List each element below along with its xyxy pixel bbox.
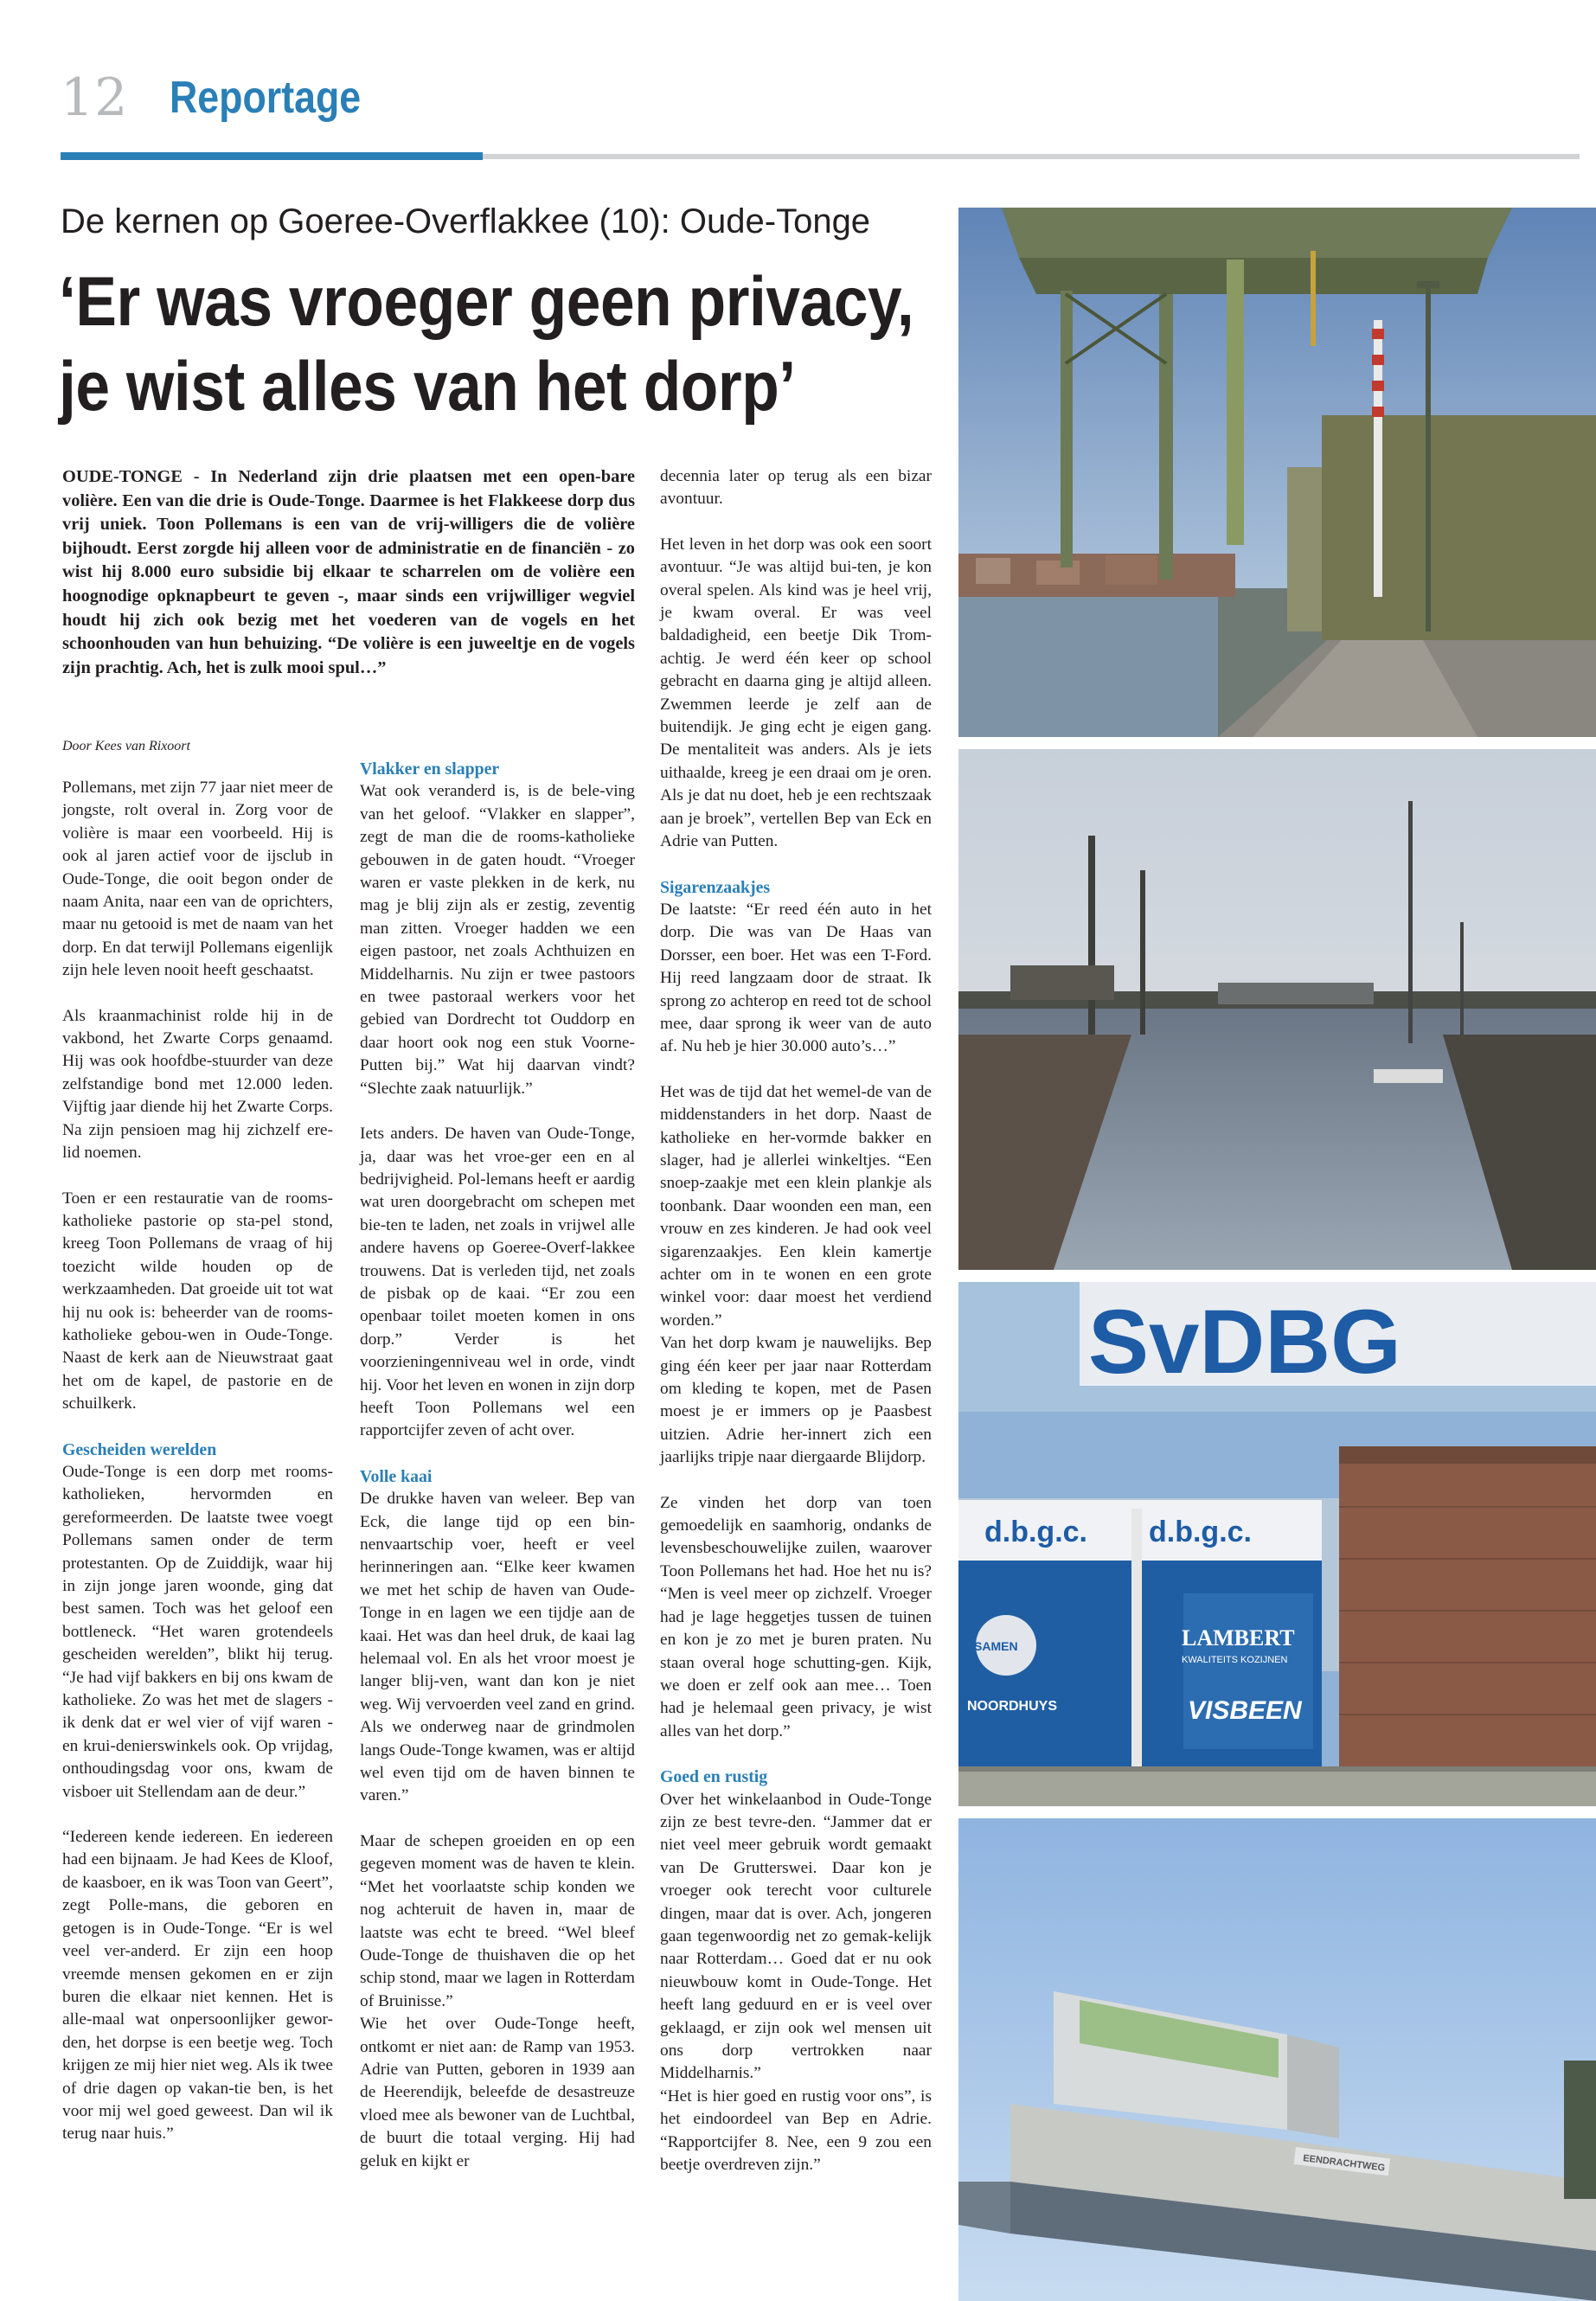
ad-lambert-subtext: KWALITEITS KOZIJNEN — [1182, 1655, 1288, 1665]
headline-line-1: ‘Er was vroeger geen privacy, — [59, 263, 914, 341]
bridge-sign-text: EENDRACHTWEG — [1302, 2153, 1386, 2174]
byline: Door Kees van Rixoort — [62, 739, 190, 753]
article-column-1 — [62, 777, 333, 2146]
subheading-gescheiden-werelden: Gescheiden werelden — [62, 1439, 217, 1459]
paragraph: Wat ook veranderd is, is de bele-ving van het geloof. “Vlakker en slapper”, zegt de man die de rooms-katholieke gebouwen in de gaten houdt. “Vroeger waren er vaste plekken in de kerk, nu mag je blij zijn als er zestig, zeventig man zitten. Vroeger hadden we een eigen pastoor, net zoals Achthuizen en Middelharnis. Nu zijn er twee pastoors en twee pastoraal werkers voor het gebied van Dordrecht tot Ouddorp en daar hoort ook nog een stuk Voorne-Putten bij.” Wat hij daarvan vindt? “Slechte zaak natuurlijk.” — [360, 782, 635, 1098]
photo-sports-club — [958, 1282, 1596, 1806]
ad-lambert-text: LAMBERT — [1182, 1625, 1295, 1650]
paragraph: “Het is hier goed en rustig voor ons”, is het eindoordeel van Bep en Adrie. “Rapportcijfer 8. Nee, een 9 zou een beetje overdreven zijn.” — [660, 2086, 932, 2175]
sports-club-illustration — [958, 1282, 1596, 1806]
article-column-3 — [660, 465, 932, 2176]
subheading-sigarenzaakjes: Sigarenzaakjes — [660, 877, 771, 897]
paragraph: Toen er een restauratie van de rooms-katholieke pastorie op sta-pel stond, kreeg Toon Pollemans de vraag of hij toezicht wilde houden op de werkzaamheden. Dat groeide uit tot wat hij nu ook is: beheerder van de rooms-katholieke gebou-wen in Oude-Tonge. Naast de kerk aan de Nieuwstraat gaat het om de kapel, de pastorie en de schuilkerk. — [62, 1189, 333, 1413]
paragraph: De laatste: “Er reed één auto in het dorp. Die was van De Haas van Dorsser, een boer. Het was een T-Ford. Hij reed langzaam door de straat. Ik sprong zo achterop en reed tot de school mee, daar sprong ik weer van de auto af. Nu heb je hier 30.000 auto’s…” — [660, 900, 932, 1056]
paragraph: Over het winkelaanbod in Oude-Tonge zijn ze best tevre-den. “Jammer dat er niet veel meer gebruik wordt gemaakt van De Grutterswei. Daar kon je vroeger ook terecht voor culturele dingen, maar dat is over. Ach, jongeren gaan tegenwoordig net zo gemak-kelijk naar Rotterdam… Goed dat er nu ook nieuwbouw komt in Oude-Tonge. Het heeft lang geduurd en er is veel over geklaagd, er zijn ook wel mensen uit ons dorp vertrokken naar Middelharnis.” — [660, 1790, 932, 2083]
paragraph: Maar de schepen groeiden en op een gegeven moment was de haven te klein. “Met het voorlaatste schip konden we nog achteruit de haven in, maar de laatste was echt te breed. “Wel bleef Oude-Tonge de thuishaven die op het schip stond, maar we lagen in Rotterdam of Bruinisse.” — [360, 1831, 635, 2010]
article-kicker: De kernen op Goeree-Overflakkee (10): Oude-Tonge — [61, 202, 871, 240]
paragraph: Als kraanmachinist rolde hij in de vakbond, het Zwarte Corps genaamd. Hij was ook hoofdbe-stuurder van deze zelfstandige bond met 12.000 leden. Vijftig jaar diende hij het Zwarte Corps. Na zijn pensioen mag hij zichzelf ere-lid noemen. — [62, 1006, 333, 1163]
headline-line-2: je wist alles van het dorp’ — [59, 348, 796, 426]
paragraph: Ze vinden het dorp van toen gemoedelijk en saamhorig, ondanks de levensbeschouwelijke zuilen, waarover Toon Pollemans het had. Hoe het nu is? “Men is veel meer op zichzelf. Vroeger had je lage heggetjes tussen de tuinen en kon je zo met je buren praten. Nu staan overal hoge schutting-gen. Kijk, we doen er zelf ook aan mee… Toen had je helemaal geen privacy, je wist alles van het dorp.” — [660, 1493, 932, 1740]
header-rule-accent — [61, 152, 483, 160]
article-intro: OUDE-TONGE - In Nederland zijn drie plaatsen met een open-bare volière. Een van die drie is Oude-Tonge. Daarmee is het Flakkeese dorp dus vrij uniek. Toon Pollemans is een van de vrij-willigers die de volière bijhoudt. Eerst zorgde hij alleen voor de administratie en de financiën - zo wist hij 8.000 euro subsidie bij elkaar te scharrelen om de volière een hoognodige opknapbeurt te geven -, maar sinds een vrijwilliger wegviel houdt hij zich ook bezig met het voederen van de vogels en het schoonhouden van hun behuizing. “De volière is een juweeltje en de vogels zijn prachtig. Ach, het is zulk mooi spul…” — [62, 467, 635, 677]
subheading-vlakker-en-slapper: Vlakker en slapper — [360, 760, 500, 779]
paragraph: decennia later op terug als een bizar avontuur. — [660, 467, 932, 509]
paragraph: “Iedereen kende iedereen. En iedereen had een bijnaam. Je had Kees de Kloof, de kaasboer, en ik was Toon van Geert”, zegt Polle-mans, die geboren en getogen is in Oude-Tonge. “Er is wel veel ver-anderd. Er zijn een hoop vreemde mensen gekomen en er zijn buren die elkaar niet kennen. Het is alle-maal wat onpersoonlijker gewor-den, het dorpse is een beetje weg. Toch krijgen ze mij hier niet weg. Als ik twee of drie dagen op vakan-tie ben, is het voor mij wel goed geweest. Dan wil ik terug naar huis.” — [62, 1828, 333, 2144]
photo-drawbridge — [958, 208, 1596, 737]
photo-bridge-truck — [958, 1818, 1596, 2301]
ad-noordhuys-text: NOORDHUYS — [967, 1699, 1058, 1714]
article-headline — [59, 260, 914, 429]
paragraph: Oude-Tonge is een dorp met rooms-katholieken, hervormden en gereformeerden. De laatste twee voegt Pollemans samen onder de term protestanten. Op de Zuiddijk, waar hij in zijn jonge jaren woonde, ging dat best samen. Toch was het geloof een bottleneck. “Het waren grotendeels gescheiden werelden”, blikt hij terug. “Je had vijf bakkers en bij ons kwam de katholieke. Zo was het met de slagers - ik denk dat er wel vier of vijf waren - en krui-denierswinkels ook. Op vrijdag, onthoudingsdag voor ons, kwam de visboer uit Stellendam aan de deur.” — [62, 1462, 333, 1801]
banner-left-text: d.b.g.c. — [984, 1516, 1087, 1548]
paragraph: Het was de tijd dat het wemel-de van de middenstanders in het dorp. Naast de katholieke en her-vormde bakker en slager, had je allerlei winkeltjes. “Een snoep-zaakje met een klein plankje als toonbank. Daar woonden een man, een vrouw en zes kinderen. Je had ook veel sigarenzaakjes. Een klein kamertje achter om in te wonen en een grote winkel voor: daar moest het verdiend worden.” — [660, 1082, 932, 1330]
paragraph: De drukke haven van weleer. Bep van Eck, die lange tijd op een bin-nenvaartschip voer, heeft er veel herinneringen aan. “Elke keer kwamen we met het schip de haven van Oude-Tonge in en lagen we een tijdje aan de kaai. Het was dan heel druk, de kaai lag helemaal vol. En als het vroor moest je langer blij-ven, want dan kon je niet weg. Wij vervoerden veel zand en grind. Als we onderweg naar de grindmolen langs Oude-Tonge kwamen, was er altijd wel even tijd om de haven binnen te varen.” — [360, 1490, 635, 1805]
page-number: 12 — [61, 67, 129, 128]
paragraph: Wie het over Oude-Tonge heeft, ontkomt er niet aan: de Ramp van 1953. Adrie van Putten, geboren in 1939 aan de Heerendijk, beleefde de desastreuze vloed mee als bewoner van de Luchtbal, de buurt die totaal verging. Hij had geluk en kijkt er — [360, 2015, 635, 2170]
subheading-goed-en-rustig: Goed en rustig — [660, 1767, 768, 1787]
drawbridge-illustration — [958, 208, 1596, 737]
ad-samen-text: SAMEN — [974, 1639, 1018, 1653]
paragraph: Van het dorp kwam je nauwelijks. Bep ging één keer per jaar naar Rotterdam om kleding te kopen, met de Pasen moest je er immers op je Paasbest uitzien. Adrie her-innert zich een jaarlijks tripje naar diergaarde Blijdorp. — [660, 1334, 932, 1467]
subheading-volle-kaai: Volle kaai — [360, 1466, 433, 1486]
paragraph: Pollemans, met zijn 77 jaar niet meer de jongste, rolt overal in. Zorg voor de volière is maar een voorbeeld. Hij is ook al jaren actief voor de ijsclub in Oude-Tonge, die ooit begon onder de naam Anita, naar een van de oprichters, maar nu getooid is met de naam van het dorp. En dat terwijl Pollemans eigenlijk zijn hele leven nooit heeft geschaatst. — [62, 779, 333, 980]
harbour-illustration — [958, 749, 1596, 1270]
section-title: Reportage — [170, 73, 362, 123]
paragraph: Iets anders. De haven van Oude-Tonge, ja, daar was het vroe-ger een en al bedrijvigheid. Pol-lemans heeft er aardig wat uren doorgebracht om schepen met bie-ten te laden, net zoals in vrijwel alle andere havens op Goeree-Overf-lakkee trouwens. Dat is verleden tijd, net zoals de pisbak op de kaai. “Er zou een openbaar toilet moeten komen in ons dorp.” Verder is het voorzieningenniveau wel in orde, vindt hij. Voor het leven en wonen in zijn dorp heeft Toon Pollemans wel een rapportcijfer zeven of acht over. — [360, 1125, 635, 1440]
banner-right-text: d.b.g.c. — [1149, 1516, 1252, 1548]
header-rule — [483, 154, 1580, 159]
bridge-truck-illustration — [958, 1818, 1596, 2301]
photo-harbour — [958, 749, 1596, 1270]
ad-visbeen-text: VISBEEN — [1188, 1696, 1302, 1725]
paragraph: Het leven in het dorp was ook een soort avontuur. “Je was altijd bui-ten, je kon overal spelen. Als kind was je heel vrij, je kwam overal. Er was veel baldadigheid, een beetje Dik Trom-achtig. Je werd één keer op school gebracht en daarna ging je altijd alleen. Zwemmen leerde je zelf aan de buitendijk. Je ging echt je eigen gang. De mentaliteit was anders. Als je iets uithaalde, kreeg je een draai om je oren. Als je dat nu doet, heb je een rechtszaak aan je broek”, vertellen Bep van Eck en Adrie van Putten. — [660, 535, 932, 851]
club-sign-text: SvDBG — [1088, 1292, 1401, 1393]
article-column-2 — [360, 758, 635, 2173]
